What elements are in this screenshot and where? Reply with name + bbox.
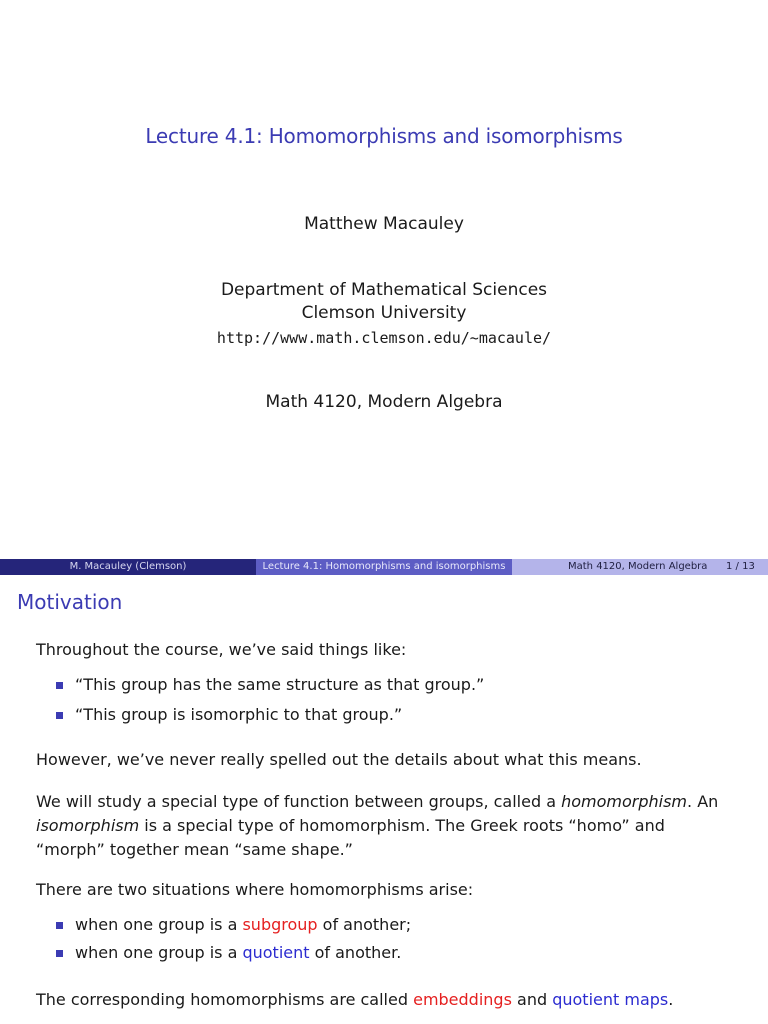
- list-item-text: [75, 913, 411, 937]
- study-paragraph: [36, 790, 741, 862]
- department: Department of Mathematical Sciences: [220, 280, 548, 300]
- footer-title: Lecture 4.1: Homomorphisms and isomorphisms: [256, 559, 512, 575]
- slide-title: Lecture 4.1: Homomorphisms and isomorphisms: [145, 124, 623, 148]
- study-text: is a special type of homomorphism. The Greek roots “homo” and: [139, 816, 665, 835]
- list-item-prefix: when one group is a: [75, 943, 243, 962]
- term-embeddings: embeddings: [413, 990, 512, 1009]
- however-paragraph: However, we’ve never really spelled out the details about what this means.: [36, 750, 642, 769]
- intro-paragraph: Throughout the course, we’ve said things like:: [36, 640, 407, 659]
- corr-text: .: [668, 990, 674, 1009]
- study-line-1: [36, 790, 741, 814]
- list-item-text: [75, 941, 401, 965]
- footer-right: [512, 559, 768, 575]
- corr-text: and: [511, 990, 553, 1009]
- bullet-square-icon: [56, 712, 63, 719]
- list-item-suffix: of another;: [317, 915, 412, 934]
- list-item-text: “This group is isomorphic to that group.”: [75, 705, 403, 724]
- corr-text: The corresponding homomorphisms are called: [36, 990, 414, 1009]
- list-item-prefix: when one group is a: [75, 915, 243, 934]
- author-url[interactable]: http://www.math.clemson.edu/~macaule/: [216, 329, 552, 347]
- study-text: We will study a special type of function between groups, called a: [36, 792, 562, 811]
- list-item-text: “This group has the same structure as that group.”: [75, 675, 485, 694]
- list-item-suffix: of another.: [309, 943, 402, 962]
- term-isomorphism: isomorphism: [36, 816, 140, 835]
- term-homomorphism: homomorphism: [561, 792, 688, 811]
- author-name: Matthew Macauley: [304, 214, 464, 234]
- footer-author: M. Macauley (Clemson): [0, 559, 256, 575]
- situations-paragraph: There are two situations where homomorphisms arise:: [36, 880, 474, 899]
- study-text: . An: [687, 792, 719, 811]
- footer-page-number: 1 / 13: [726, 561, 755, 572]
- bullet-square-icon: [56, 922, 63, 929]
- term-quotient: quotient: [242, 943, 310, 962]
- slide-footer: [0, 559, 768, 575]
- study-line-2: [36, 814, 741, 838]
- term-quotient-maps: quotient maps: [552, 990, 669, 1009]
- frame-title: Motivation: [17, 590, 123, 614]
- course-name: Math 4120, Modern Algebra: [265, 392, 503, 412]
- term-subgroup: subgroup: [242, 915, 318, 934]
- footer-course: Math 4120, Modern Algebra: [568, 561, 708, 572]
- study-line-3: “morph” together mean “same shape.”: [36, 840, 353, 859]
- bullet-square-icon: [56, 682, 63, 689]
- bullet-square-icon: [56, 950, 63, 957]
- university: Clemson University: [301, 303, 467, 323]
- corresponding-paragraph: [36, 988, 673, 1012]
